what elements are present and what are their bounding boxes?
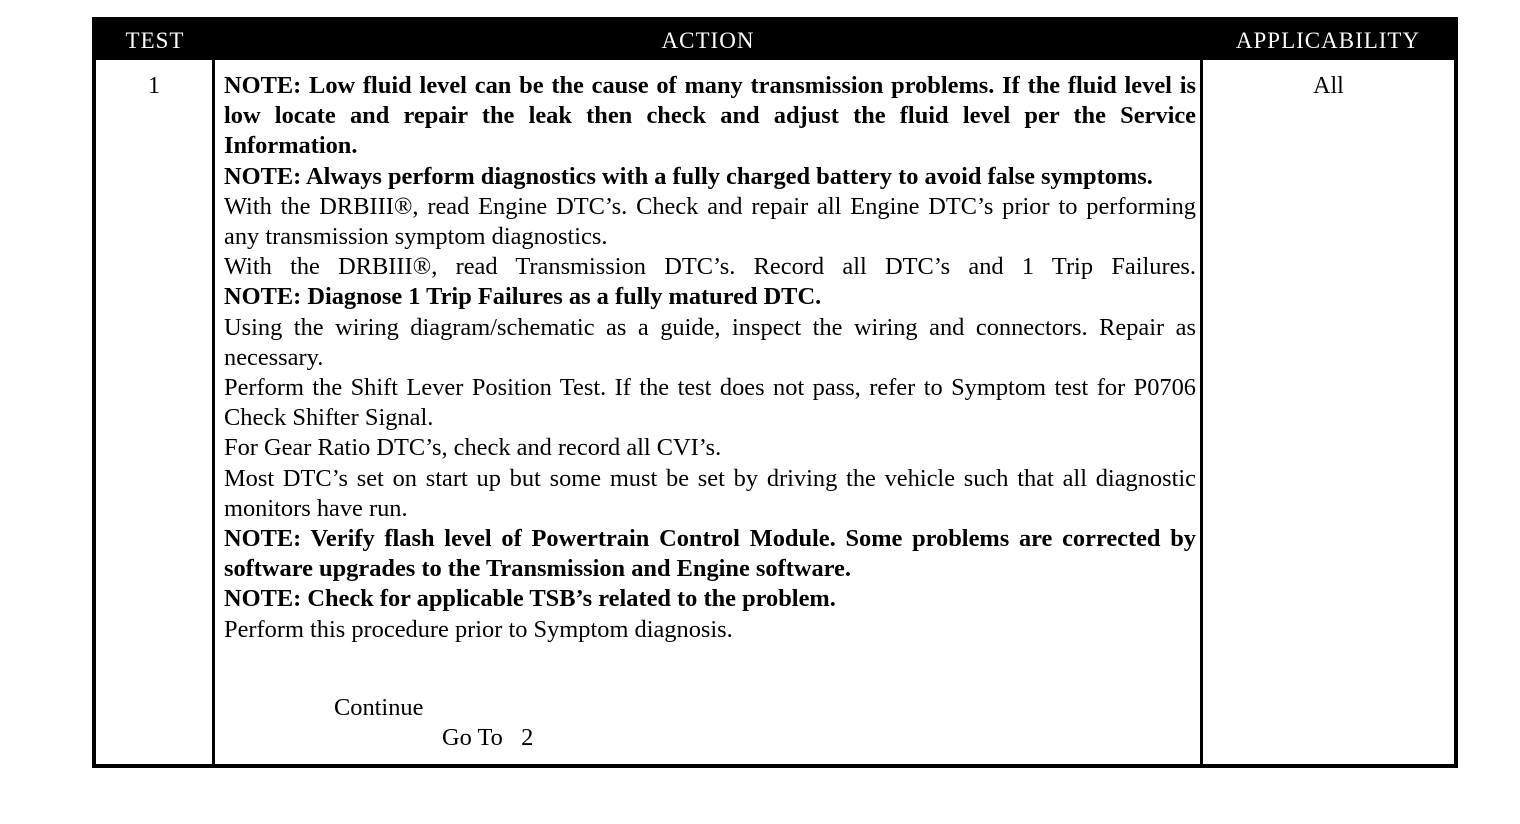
column-divider-test-action	[212, 60, 215, 764]
action-wiring-inspection: Using the wiring diagram/schematic as a guide, inspect the wiring and connectors. Repair as necessary.	[224, 313, 1196, 371]
table-header	[96, 21, 1454, 60]
goto-step[interactable]: Go To 2	[442, 724, 534, 751]
action-shift-lever-test: Perform the Shift Lever Position Test. If the test does not pass, refer to Symptom test for P0706 Check Shifter Signal.	[224, 374, 1196, 432]
action-dtc-startup: Most DTC’s set on start up but some must be set by driving the vehicle such that all diagnostic monitors have run.	[224, 464, 1196, 522]
header-applicability: APPLICABILITY	[1235, 28, 1421, 53]
action-transmission-dtc: With the DRBIII®, read Transmission DTC’s. Record all DTC’s and 1 Trip Failures.	[224, 253, 1196, 281]
continue-label: Continue	[334, 694, 424, 721]
action-perform-procedure: Perform this procedure prior to Symptom diagnosis.	[224, 615, 733, 643]
action-engine-dtc: With the DRBIII®, read Engine DTC’s. Check and repair all Engine DTC’s prior to performing any transmission symptom diagnostics.	[224, 192, 1196, 251]
applicability-value: All	[1313, 73, 1344, 99]
action-note-flash-level: NOTE: Verify flash level of Powertrain Control Module. Some problems are corrected by software upgrades to the Transmission and Engine software.	[224, 525, 1196, 583]
column-divider-action-applicability	[1200, 60, 1203, 764]
header-test: TEST	[125, 28, 185, 53]
action-note-battery: NOTE: Always perform diagnostics with a fully charged battery to avoid false symptoms.	[224, 162, 1153, 190]
diagnostic-test-table	[92, 17, 1458, 768]
test-number: 1	[148, 73, 160, 99]
action-text	[224, 71, 1196, 645]
action-note-fluid-level: NOTE: Low fluid level can be the cause of many transmission problems. If the fluid level is low locate and repair the leak then check and adjust the fluid level per the Service Information.	[224, 72, 1196, 160]
header-action: ACTION	[661, 28, 755, 53]
action-gear-ratio: For Gear Ratio DTC’s, check and record all CVI’s.	[224, 434, 722, 462]
action-note-trip-failures: NOTE: Diagnose 1 Trip Failures as a fully matured DTC.	[224, 283, 822, 311]
action-note-tsb: NOTE: Check for applicable TSB’s related to the problem.	[224, 585, 836, 613]
